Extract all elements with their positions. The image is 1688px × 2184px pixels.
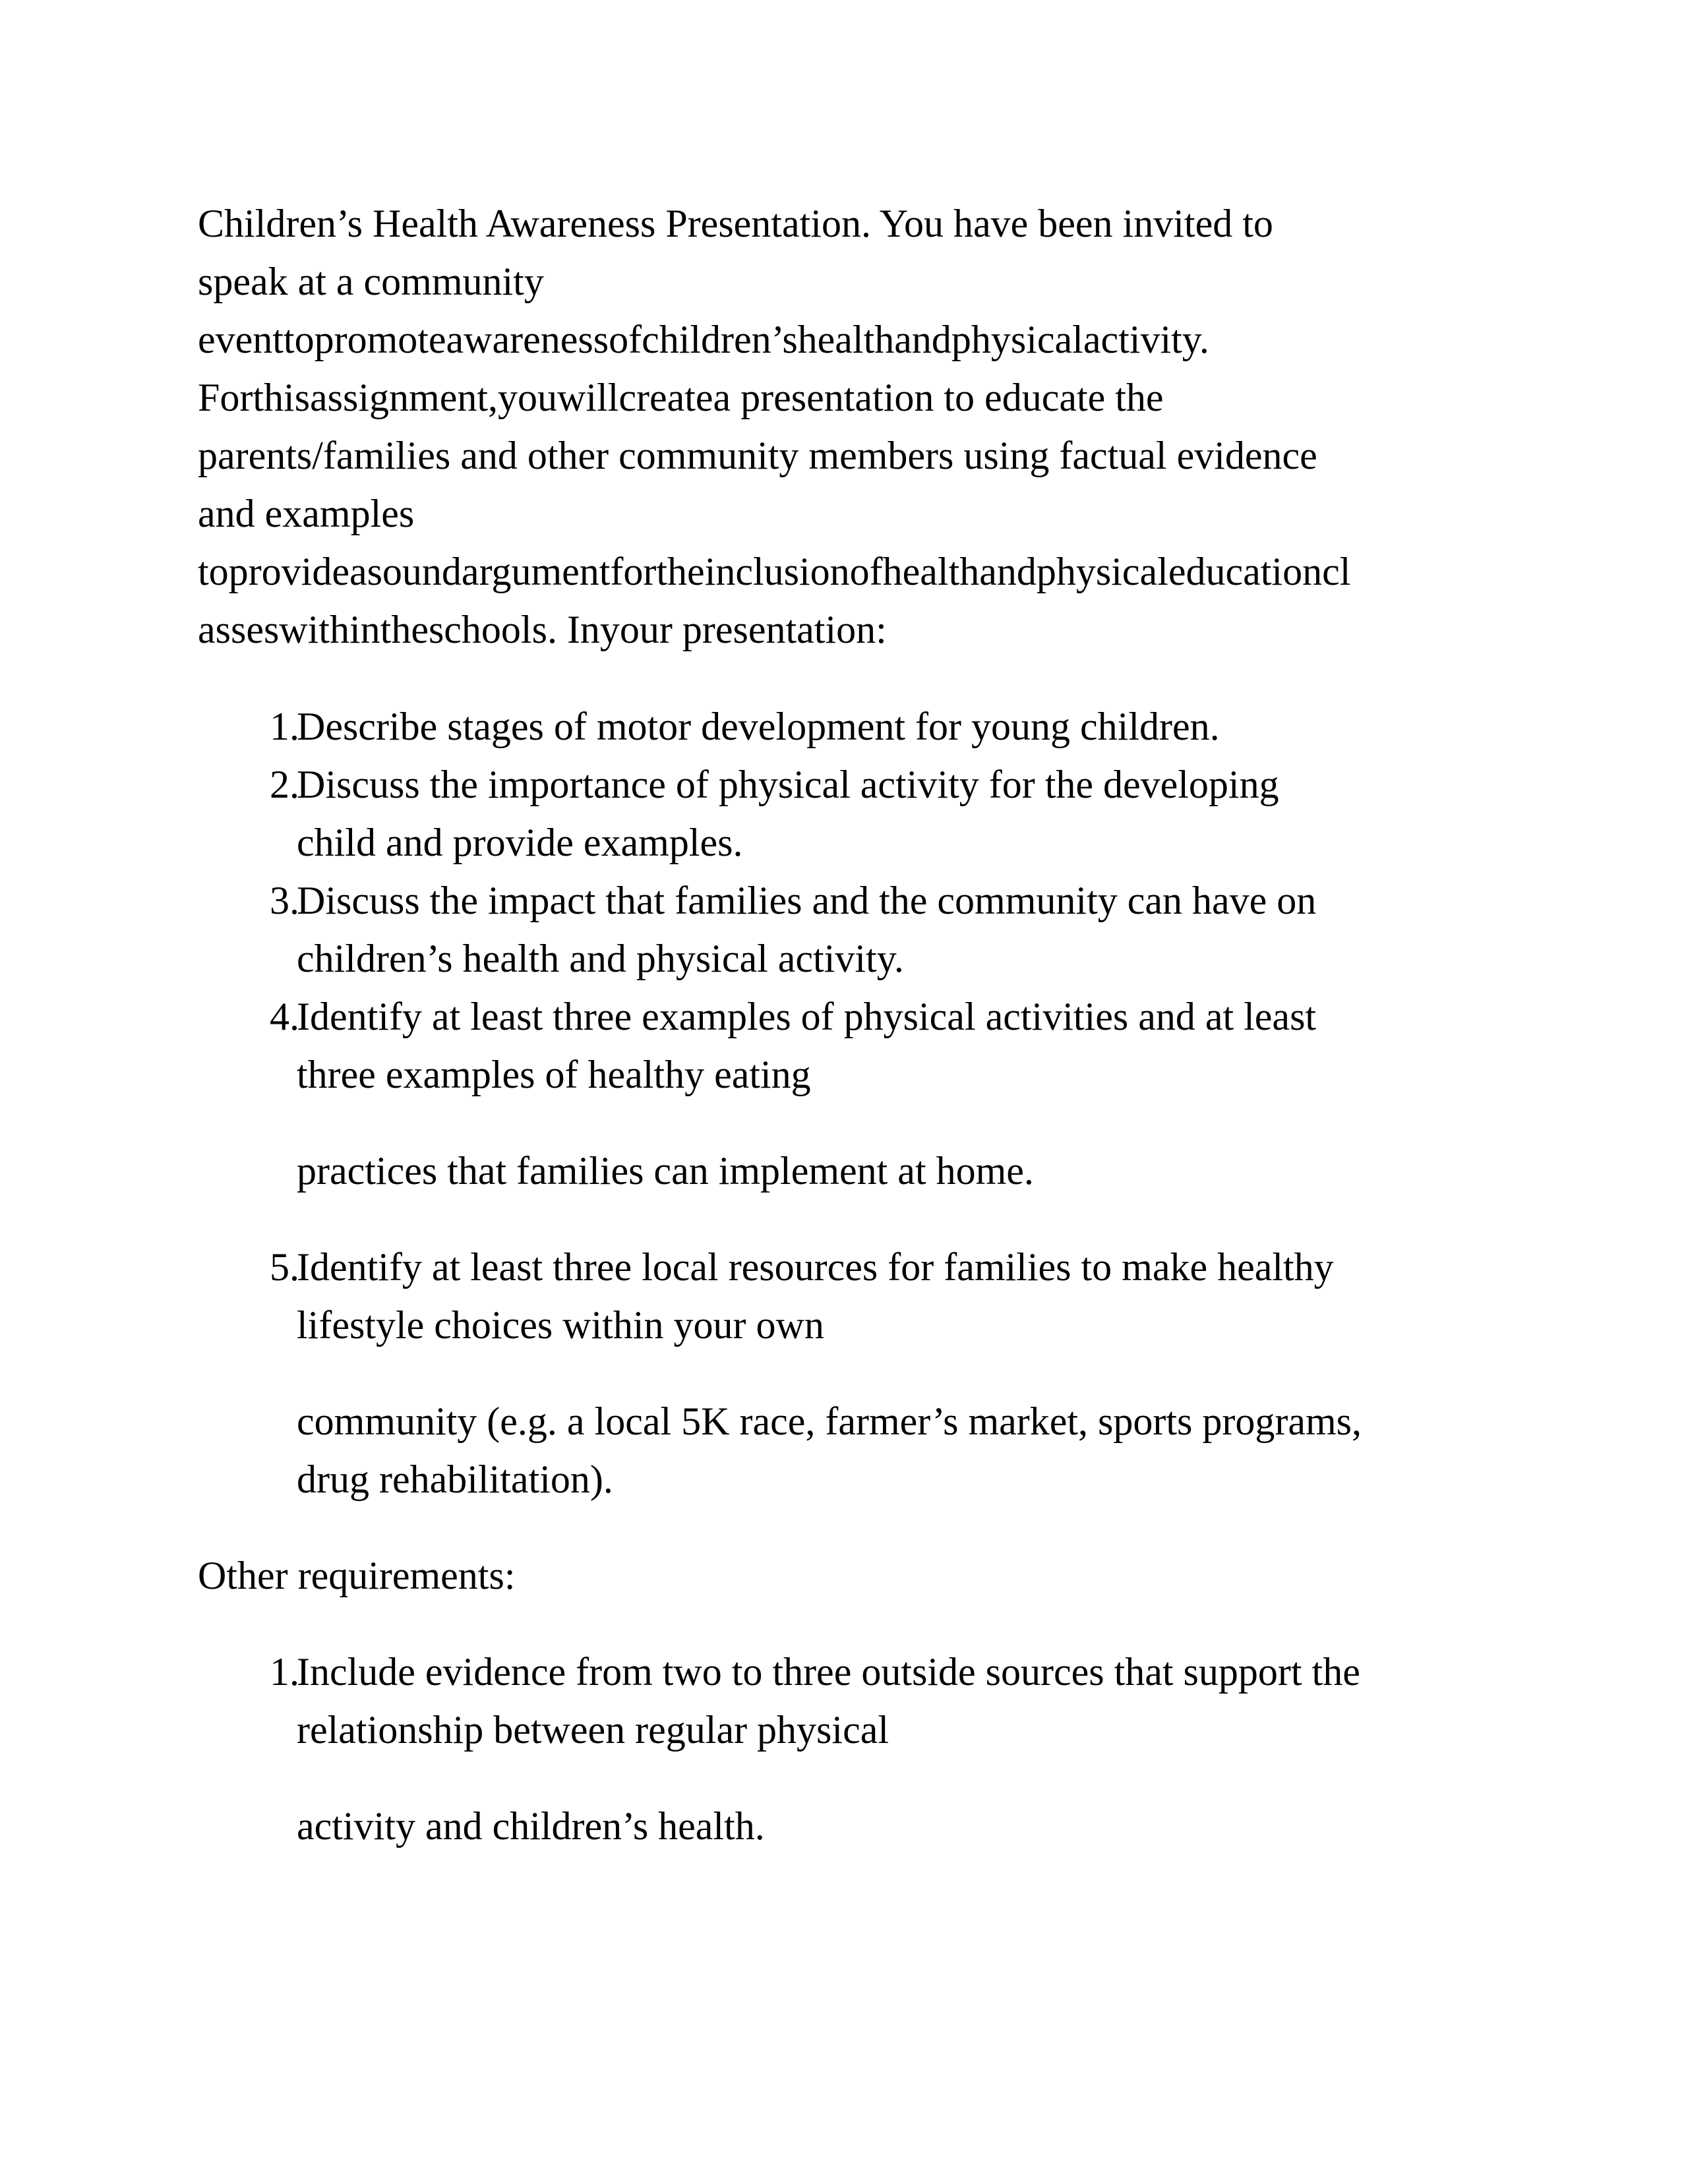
list-item-text: Describe stages of motor development for young children. — [297, 705, 1220, 748]
list-item-text: relationship between regular physical — [297, 1708, 889, 1752]
list-item-number: 1. — [270, 1650, 299, 1694]
list-item-text: Identify at least three local resources for families to make healthy — [297, 1245, 1334, 1289]
list-item-text: lifestyle choices within your own — [297, 1303, 824, 1347]
list-item-text: Include evidence from two to three outside sources that support the — [297, 1650, 1360, 1694]
list-item-text: Discuss the importance of physical activity for the developing — [297, 763, 1279, 806]
list-item-text: Identify at least three examples of physical activities and at least — [297, 995, 1317, 1038]
list-item-continuation: practices that families can implement at home. — [297, 1149, 1034, 1193]
intro-line: toprovideasoundargumentfortheinclusionofhealthandphysicaleducationcl — [198, 550, 1351, 593]
intro-line: Children’s Health Awareness Presentation. You have been invited to — [198, 202, 1273, 245]
list-item-number: 1. — [270, 705, 299, 748]
list-item-text: child and provide examples. — [297, 821, 743, 864]
list-item-continuation: drug rehabilitation). — [297, 1458, 613, 1501]
section-heading: Other requirements: — [198, 1554, 516, 1597]
list-item-number: 5. — [270, 1245, 299, 1289]
list-item-continuation: community (e.g. a local 5K race, farmer’s market, sports programs, — [297, 1400, 1362, 1443]
intro-line: Forthisassignment,youwillcreatea presentation to educate the — [198, 376, 1164, 419]
list-item-number: 2. — [270, 763, 299, 806]
list-item-text: three examples of healthy eating — [297, 1053, 811, 1096]
list-item-number: 3. — [270, 879, 299, 922]
intro-line: speak at a community — [198, 260, 544, 303]
intro-line: and examples — [198, 492, 415, 535]
intro-line: parents/families and other community members using factual evidence — [198, 434, 1317, 477]
intro-line: asseswithintheschools. Inyour presentation: — [198, 608, 887, 651]
list-item-continuation: activity and children’s health. — [297, 1804, 765, 1848]
intro-line: eventtopromoteawarenessofchildren’shealthandphysicalactivity. — [198, 318, 1209, 361]
list-item-number: 4. — [270, 995, 299, 1038]
list-item-text: Discuss the impact that families and the community can have on — [297, 879, 1317, 922]
list-item-text: children’s health and physical activity. — [297, 937, 904, 980]
